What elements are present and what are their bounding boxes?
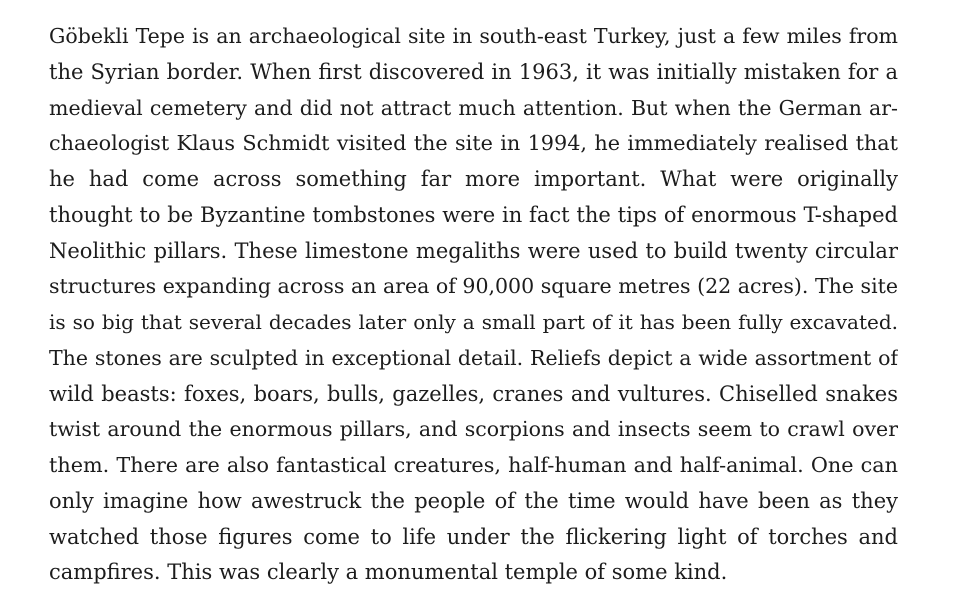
text-line: Göbekli Tepe is an archaeological site in south-east Turkey, just a few miles from	[49, 24, 898, 48]
text-line-last: campfires. This was clearly a monumental temple of some kind.	[49, 560, 728, 585]
text-line: thought to be Byzantine tombstones were in fact the tips of enormous T-shaped	[49, 202, 898, 227]
text-line: only imagine how awestruck the people of the time would have been as they	[49, 488, 898, 513]
text-line: he had come across something far more important. What were originally	[49, 167, 898, 191]
text-line: Neolithic pillars. These limestone megaliths were used to build twenty circular	[49, 238, 898, 263]
text-line: is so big that several decades later only a small part of it has been fully excavated.	[49, 310, 898, 334]
text-line: chaeologist Klaus Schmidt visited the site in 1994, he immediately realised that	[49, 131, 898, 156]
text-line: wild beasts: foxes, boars, bulls, gazelles, cranes and vultures. Chiselled snakes	[49, 381, 898, 406]
document-body	[49, 19, 898, 591]
text-line: medieval cemetery and did not attract much attention. But when the German ar-	[49, 95, 898, 120]
text-line: twist around the enormous pillars, and scorpions and insects seem to crawl over	[49, 417, 898, 442]
text-line: the Syrian border. When first discovered in 1963, it was initially mistaken for a	[49, 59, 898, 84]
text-line: structures expanding across an area of 90,000 square metres (22 acres). The site	[49, 274, 898, 299]
text-line: watched those figures come to life under the flickering light of torches and	[49, 524, 898, 549]
text-line: The stones are sculpted in exceptional detail. Reliefs depict a wide assortment of	[49, 345, 898, 370]
text-line: them. There are also fantastical creatures, half-human and half-animal. One can	[49, 453, 898, 477]
